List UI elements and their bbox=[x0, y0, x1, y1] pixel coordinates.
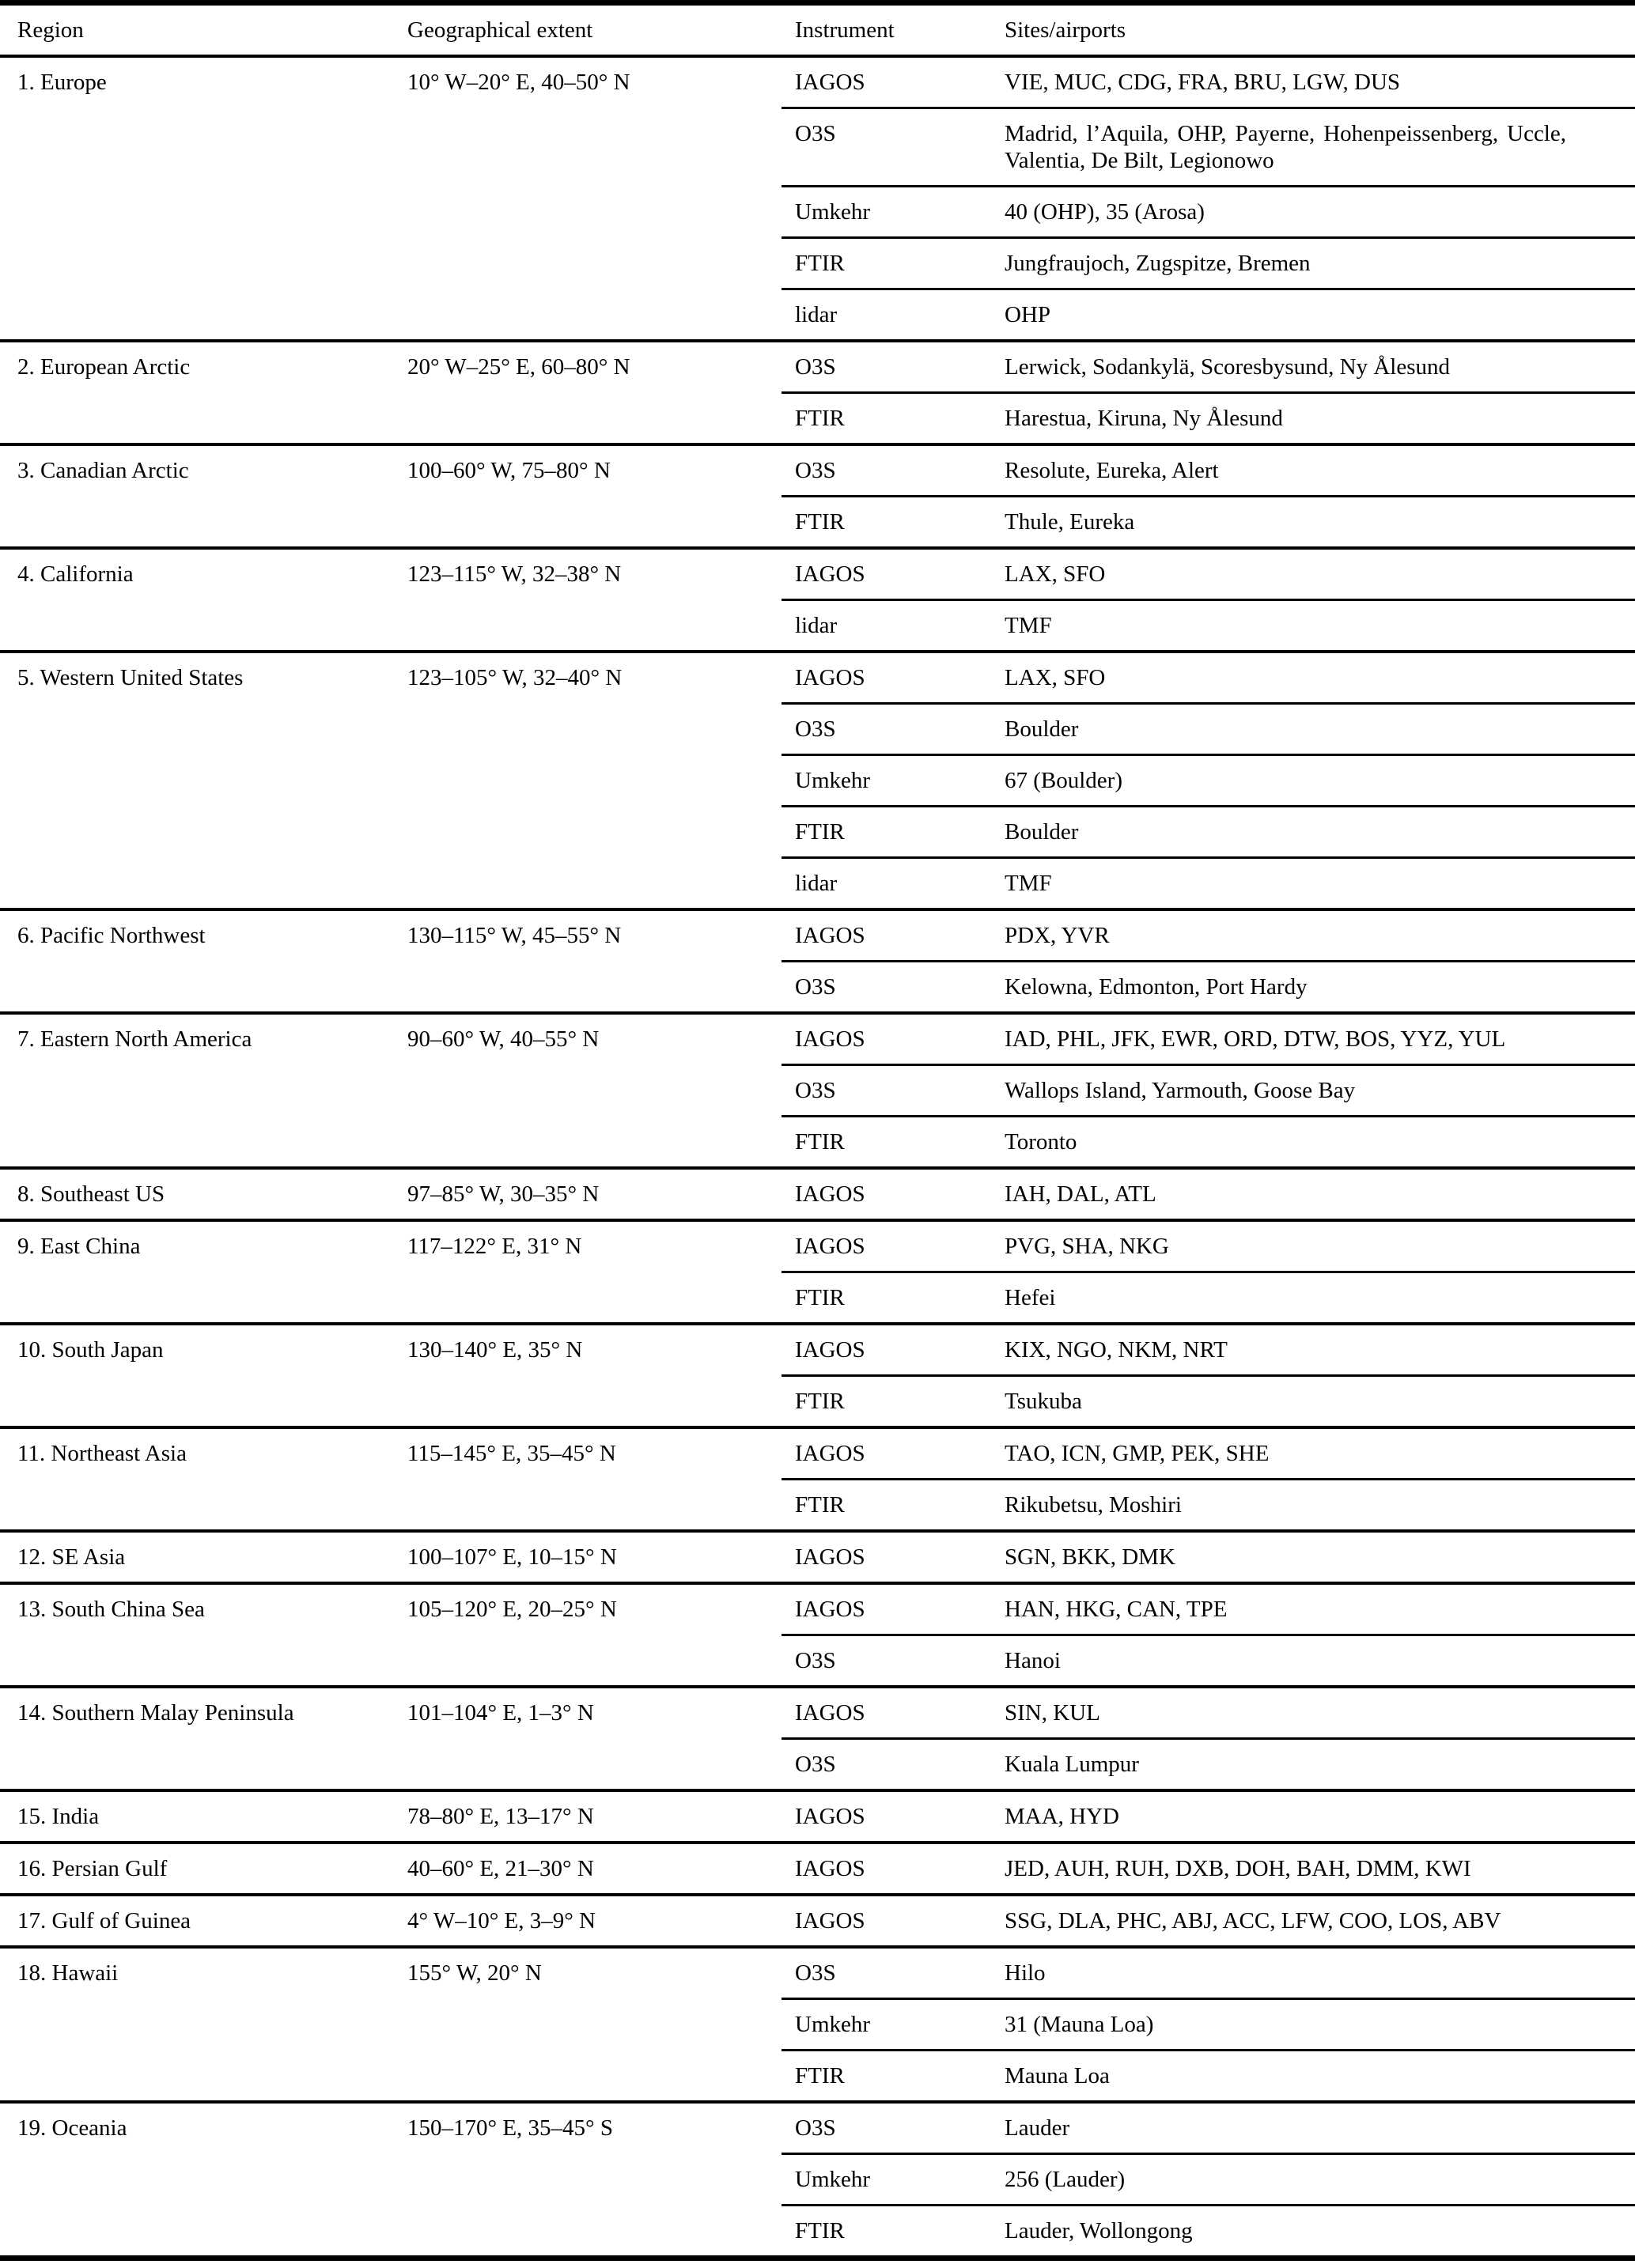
sites-cell: 67 (Boulder) bbox=[998, 755, 1635, 807]
region-cell: 6. Pacific Northwest bbox=[0, 909, 388, 1013]
table-row bbox=[0, 909, 1635, 962]
sites-cell: Resolute, Eureka, Alert bbox=[998, 444, 1635, 497]
extent-cell: 4° W–10° E, 3–9° N bbox=[388, 1895, 782, 1947]
instrument-cell: O3S bbox=[782, 341, 998, 393]
instrument-cell: O3S bbox=[782, 1739, 998, 1791]
instrument-cell: O3S bbox=[782, 1635, 998, 1688]
table-row bbox=[0, 1790, 1635, 1843]
table-row bbox=[0, 1220, 1635, 1272]
sites-cell: 40 (OHP), 35 (Arosa) bbox=[998, 187, 1635, 238]
extent-cell: 97–85° W, 30–35° N bbox=[388, 1168, 782, 1220]
instrument-cell: IAGOS bbox=[782, 56, 998, 108]
sites-cell: IAD, PHL, JFK, EWR, ORD, DTW, BOS, YYZ, YUL bbox=[998, 1013, 1635, 1065]
instrument-cell: FTIR bbox=[782, 393, 998, 445]
instrument-cell: FTIR bbox=[782, 497, 998, 549]
sites-cell: SIN, KUL bbox=[998, 1687, 1635, 1739]
extent-cell: 100–107° E, 10–15° N bbox=[388, 1531, 782, 1583]
extent-cell: 130–115° W, 45–55° N bbox=[388, 909, 782, 1013]
sites-cell: OHP bbox=[998, 289, 1635, 342]
region-cell: 12. SE Asia bbox=[0, 1531, 388, 1583]
col-header-sites: Sites/airports bbox=[998, 3, 1635, 57]
col-header-instrument: Instrument bbox=[782, 3, 998, 57]
sites-cell: HAN, HKG, CAN, TPE bbox=[998, 1583, 1635, 1635]
table-row bbox=[0, 444, 1635, 497]
extent-cell: 105–120° E, 20–25° N bbox=[388, 1583, 782, 1687]
extent-cell: 100–60° W, 75–80° N bbox=[388, 444, 782, 548]
sites-cell: Hilo bbox=[998, 1947, 1635, 1999]
sites-cell: Toronto bbox=[998, 1117, 1635, 1169]
instrument-cell: IAGOS bbox=[782, 909, 998, 962]
instrument-cell: IAGOS bbox=[782, 1843, 998, 1895]
sites-cell: PVG, SHA, NKG bbox=[998, 1220, 1635, 1272]
table-row bbox=[0, 1168, 1635, 1220]
region-cell: 4. California bbox=[0, 548, 388, 652]
instrument-cell: FTIR bbox=[782, 807, 998, 858]
sites-cell: Boulder bbox=[998, 704, 1635, 755]
extent-cell: 123–105° W, 32–40° N bbox=[388, 652, 782, 909]
table-row bbox=[0, 56, 1635, 108]
region-cell: 19. Oceania bbox=[0, 2102, 388, 2259]
extent-cell: 10° W–20° E, 40–50° N bbox=[388, 56, 782, 341]
region-cell: 14. Southern Malay Peninsula bbox=[0, 1687, 388, 1790]
sites-cell: Rikubetsu, Moshiri bbox=[998, 1480, 1635, 1532]
table-row bbox=[0, 1013, 1635, 1065]
instrument-cell: lidar bbox=[782, 600, 998, 652]
instrument-cell: IAGOS bbox=[782, 652, 998, 704]
sites-cell: TMF bbox=[998, 600, 1635, 652]
instrument-cell: Umkehr bbox=[782, 755, 998, 807]
sites-text: Madrid, l’Aquila, OHP, Payerne, Hohenpeissenberg, Uccle, Valentia, De Bilt, Legionowo bbox=[1005, 121, 1566, 173]
sites-cell: IAH, DAL, ATL bbox=[998, 1168, 1635, 1220]
sites-cell: TMF bbox=[998, 858, 1635, 910]
table-row bbox=[0, 1583, 1635, 1635]
instrument-cell: lidar bbox=[782, 289, 998, 342]
extent-cell: 40–60° E, 21–30° N bbox=[388, 1843, 782, 1895]
region-cell: 8. Southeast US bbox=[0, 1168, 388, 1220]
instrument-cell: IAGOS bbox=[782, 1895, 998, 1947]
region-cell: 13. South China Sea bbox=[0, 1583, 388, 1687]
sites-cell: Kelowna, Edmonton, Port Hardy bbox=[998, 962, 1635, 1014]
sites-cell: TAO, ICN, GMP, PEK, SHE bbox=[998, 1427, 1635, 1480]
instrument-cell: IAGOS bbox=[782, 1324, 998, 1376]
sites-cell: 31 (Mauna Loa) bbox=[998, 1999, 1635, 2051]
sites-cell bbox=[998, 108, 1635, 187]
table-row bbox=[0, 1531, 1635, 1583]
sites-cell: Wallops Island, Yarmouth, Goose Bay bbox=[998, 1065, 1635, 1117]
sites-cell: Hefei bbox=[998, 1272, 1635, 1325]
instrument-cell: IAGOS bbox=[782, 1531, 998, 1583]
instrument-cell: O3S bbox=[782, 1065, 998, 1117]
instrument-cell: FTIR bbox=[782, 1117, 998, 1169]
col-header-extent: Geographical extent bbox=[388, 3, 782, 57]
instrument-cell: IAGOS bbox=[782, 1790, 998, 1843]
instrument-cell: FTIR bbox=[782, 1272, 998, 1325]
table-row bbox=[0, 341, 1635, 393]
extent-cell: 20° W–25° E, 60–80° N bbox=[388, 341, 782, 444]
instrument-cell: IAGOS bbox=[782, 1427, 998, 1480]
sites-cell: Hanoi bbox=[998, 1635, 1635, 1688]
instrument-cell: FTIR bbox=[782, 2206, 998, 2259]
sites-cell: MAA, HYD bbox=[998, 1790, 1635, 1843]
sites-cell: KIX, NGO, NKM, NRT bbox=[998, 1324, 1635, 1376]
sites-cell: Harestua, Kiruna, Ny Ålesund bbox=[998, 393, 1635, 445]
instrument-cell: IAGOS bbox=[782, 1220, 998, 1272]
extent-cell: 155° W, 20° N bbox=[388, 1947, 782, 2102]
sites-cell: Boulder bbox=[998, 807, 1635, 858]
region-cell: 16. Persian Gulf bbox=[0, 1843, 388, 1895]
extent-cell: 150–170° E, 35–45° S bbox=[388, 2102, 782, 2259]
sites-cell: 256 (Lauder) bbox=[998, 2154, 1635, 2206]
instrument-cell: IAGOS bbox=[782, 1168, 998, 1220]
instrument-cell: O3S bbox=[782, 962, 998, 1014]
table-row bbox=[0, 652, 1635, 704]
table-row bbox=[0, 1895, 1635, 1947]
sites-cell: JED, AUH, RUH, DXB, DOH, BAH, DMM, KWI bbox=[998, 1843, 1635, 1895]
sites-cell: Kuala Lumpur bbox=[998, 1739, 1635, 1791]
table-row bbox=[0, 1947, 1635, 1999]
instrument-cell: FTIR bbox=[782, 2051, 998, 2103]
extent-cell: 115–145° E, 35–45° N bbox=[388, 1427, 782, 1531]
instrument-cell: O3S bbox=[782, 444, 998, 497]
table-row bbox=[0, 1324, 1635, 1376]
region-cell: 7. Eastern North America bbox=[0, 1013, 388, 1168]
instrument-cell: O3S bbox=[782, 108, 998, 187]
instrument-cell: Umkehr bbox=[782, 1999, 998, 2051]
sites-cell: SSG, DLA, PHC, ABJ, ACC, LFW, COO, LOS, ABV bbox=[998, 1895, 1635, 1947]
extent-cell: 117–122° E, 31° N bbox=[388, 1220, 782, 1324]
instrument-cell: O3S bbox=[782, 1947, 998, 1999]
instrument-cell: IAGOS bbox=[782, 1687, 998, 1739]
sites-cell: Lauder, Wollongong bbox=[998, 2206, 1635, 2259]
instrument-cell: IAGOS bbox=[782, 1013, 998, 1065]
sites-cell: Tsukuba bbox=[998, 1376, 1635, 1428]
region-cell: 2. European Arctic bbox=[0, 341, 388, 444]
header-row bbox=[0, 3, 1635, 57]
region-cell: 15. India bbox=[0, 1790, 388, 1843]
sites-cell: Mauna Loa bbox=[998, 2051, 1635, 2103]
instrument-cell: IAGOS bbox=[782, 1583, 998, 1635]
sites-cell: PDX, YVR bbox=[998, 909, 1635, 962]
table-row bbox=[0, 1843, 1635, 1895]
table-row bbox=[0, 2102, 1635, 2154]
instrument-cell: O3S bbox=[782, 704, 998, 755]
table-row bbox=[0, 1427, 1635, 1480]
col-header-region: Region bbox=[0, 3, 388, 57]
sites-cell: LAX, SFO bbox=[998, 652, 1635, 704]
sites-cell: VIE, MUC, CDG, FRA, BRU, LGW, DUS bbox=[998, 56, 1635, 108]
region-cell: 1. Europe bbox=[0, 56, 388, 341]
sites-cell: Lauder bbox=[998, 2102, 1635, 2154]
instrument-cell: O3S bbox=[782, 2102, 998, 2154]
region-cell: 18. Hawaii bbox=[0, 1947, 388, 2102]
region-cell: 10. South Japan bbox=[0, 1324, 388, 1427]
table-row bbox=[0, 1687, 1635, 1739]
table-header bbox=[0, 3, 1635, 57]
table-body bbox=[0, 56, 1635, 2259]
instrument-cell: lidar bbox=[782, 858, 998, 910]
sites-cell: LAX, SFO bbox=[998, 548, 1635, 600]
extent-cell: 90–60° W, 40–55° N bbox=[388, 1013, 782, 1168]
region-cell: 9. East China bbox=[0, 1220, 388, 1324]
sites-cell: Jungfraujoch, Zugspitze, Bremen bbox=[998, 238, 1635, 289]
extent-cell: 78–80° E, 13–17° N bbox=[388, 1790, 782, 1843]
sites-cell: Lerwick, Sodankylä, Scoresbysund, Ny Ålesund bbox=[998, 341, 1635, 393]
instrument-cell: FTIR bbox=[782, 238, 998, 289]
instrument-cell: FTIR bbox=[782, 1376, 998, 1428]
region-cell: 11. Northeast Asia bbox=[0, 1427, 388, 1531]
sites-cell: Thule, Eureka bbox=[998, 497, 1635, 549]
region-cell: 5. Western United States bbox=[0, 652, 388, 909]
extent-cell: 123–115° W, 32–38° N bbox=[388, 548, 782, 652]
instrument-cell: IAGOS bbox=[782, 548, 998, 600]
extent-cell: 130–140° E, 35° N bbox=[388, 1324, 782, 1427]
table-row bbox=[0, 548, 1635, 600]
region-cell: 3. Canadian Arctic bbox=[0, 444, 388, 548]
extent-cell: 101–104° E, 1–3° N bbox=[388, 1687, 782, 1790]
instrument-cell: Umkehr bbox=[782, 2154, 998, 2206]
region-cell: 17. Gulf of Guinea bbox=[0, 1895, 388, 1947]
sites-cell: SGN, BKK, DMK bbox=[998, 1531, 1635, 1583]
instrument-cell: FTIR bbox=[782, 1480, 998, 1532]
instrument-cell: Umkehr bbox=[782, 187, 998, 238]
